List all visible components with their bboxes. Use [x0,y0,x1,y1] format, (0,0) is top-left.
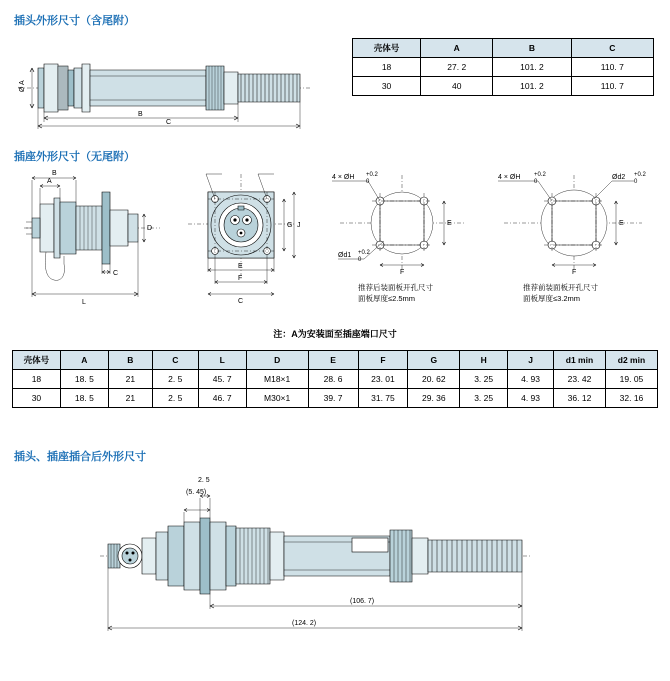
cell: 27. 2 [421,58,493,77]
svg-text:B: B [138,111,143,118]
panel-note-front-line2: 面板厚度≤3.2mm [523,294,581,303]
th-g: G [408,351,460,370]
section-title-plug: 插头外形尺寸（含尾附） [14,15,135,27]
cell: 2. 5 [152,389,198,408]
svg-text:0: 0 [534,179,538,185]
svg-text:E: E [238,263,243,270]
panel-cutout-rear-mount [318,165,478,285]
svg-text:B: B [52,170,57,177]
cell: 110. 7 [571,77,653,96]
plug-drawing [10,30,330,130]
svg-text:(124. 2): (124. 2) [292,620,317,627]
svg-text:+0.2: +0.2 [366,172,378,178]
cell: 21 [108,389,152,408]
th-l: L [198,351,246,370]
cell: 18. 5 [60,370,108,389]
svg-text:4 × ØH: 4 × ØH [498,174,521,181]
cell: 101. 2 [493,58,571,77]
th-a: A [60,351,108,370]
svg-text:C: C [113,270,119,277]
svg-text:D: D [147,225,153,232]
table-row [13,370,658,389]
cell: 101. 2 [493,77,571,96]
th-shell: 壳体号 [353,39,421,58]
svg-text:0: 0 [634,179,638,185]
mated-assembly-drawing [60,470,620,670]
th-j: J [508,351,554,370]
svg-text:C: C [238,298,244,305]
table-shell-dimensions-plug [352,38,654,96]
cell: 39. 7 [308,389,358,408]
cell: 18 [13,370,61,389]
svg-text:0: 0 [358,257,362,263]
receptacle-front-view [178,162,308,312]
svg-text:Ød2: Ød2 [612,174,626,181]
table-header-row [353,39,654,58]
section-title-mated: 插头、插座插合后外形尺寸 [14,451,146,463]
panel-note-front-line1: 推荐前装面板开孔尺寸 [523,283,598,292]
svg-text:Ød1: Ød1 [338,252,352,259]
cell: M18×1 [246,370,308,389]
cell: 20. 62 [408,370,460,389]
svg-text:Ø A: Ø A [19,80,26,92]
cell: 32. 16 [605,389,657,408]
section-title-receptacle: 插座外形尺寸（无尾附） [14,151,135,163]
svg-text:+0.2: +0.2 [634,172,646,178]
svg-text:F: F [238,275,243,282]
th-e: E [308,351,358,370]
cell: 110. 7 [571,58,653,77]
cell: 30 [353,77,421,96]
cell: 19. 05 [605,370,657,389]
cell: 3. 25 [460,389,508,408]
cell: 29. 36 [408,389,460,408]
table-row [353,77,654,96]
panel-cutout-front-mount [482,165,662,285]
th-c: C [152,351,198,370]
th-f: F [358,351,408,370]
svg-text:0: 0 [366,179,370,185]
cell: 31. 75 [358,389,408,408]
svg-text:F: F [400,269,405,276]
installation-note: 注：A为安装面至插座端口尺寸 [273,329,397,339]
svg-text:(106. 7): (106. 7) [350,598,375,605]
table-header-row [13,351,658,370]
cell: 4. 93 [508,389,554,408]
cell: 46. 7 [198,389,246,408]
receptacle-side-view [10,168,170,313]
th-a: A [421,39,493,58]
svg-text:(5. 45): (5. 45) [186,489,207,496]
svg-text:E: E [447,220,452,227]
cell: M30×1 [246,389,308,408]
cell: 4. 93 [508,370,554,389]
panel-note-rear-line2: 面板厚度≤2.5mm [358,294,416,303]
svg-text:J: J [297,222,301,229]
svg-text:A: A [47,178,52,185]
cell: 18 [353,58,421,77]
cell: 28. 6 [308,370,358,389]
th-b: B [493,39,571,58]
cell: 2. 5 [152,370,198,389]
th-d2min: d2 min [605,351,657,370]
svg-text:E: E [619,220,624,227]
th-shell: 壳体号 [13,351,61,370]
svg-text:F: F [572,269,577,276]
svg-text:G: G [287,222,293,229]
panel-note-rear-line1: 推荐后装面板开孔尺寸 [358,283,433,292]
th-h: H [460,351,508,370]
cell: 21 [108,370,152,389]
table-shell-dimensions-receptacle [12,350,658,408]
cell: 23. 01 [358,370,408,389]
th-b: B [108,351,152,370]
th-c: C [571,39,653,58]
cell: 3. 25 [460,370,508,389]
svg-text:L: L [82,299,86,306]
svg-text:4 × ØH: 4 × ØH [332,174,355,181]
cell: 30 [13,389,61,408]
svg-text:2. 5: 2. 5 [198,477,210,484]
table-row [13,389,658,408]
svg-text:C: C [166,119,172,126]
th-d: D [246,351,308,370]
table-row [353,58,654,77]
svg-text:+0.2: +0.2 [358,250,370,256]
cell: 40 [421,77,493,96]
svg-text:+0.2: +0.2 [534,172,546,178]
cell: 36. 12 [554,389,606,408]
cell: 23. 42 [554,370,606,389]
th-d1min: d1 min [554,351,606,370]
cell: 18. 5 [60,389,108,408]
cell: 45. 7 [198,370,246,389]
